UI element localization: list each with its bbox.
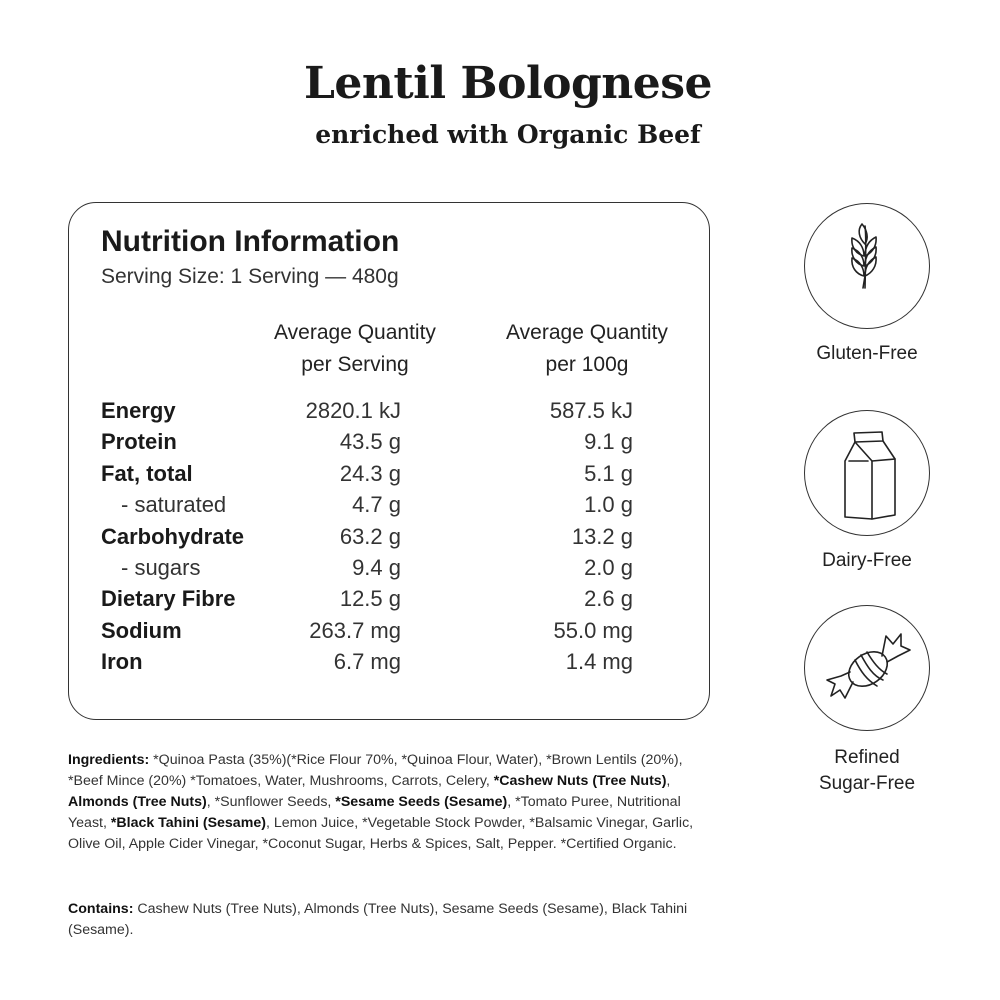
badge-label-line: Refined [834, 747, 900, 768]
nutrition-row-iron [101, 646, 681, 677]
value-per-100g: 13.2 g [571, 523, 633, 549]
column-header-line: per Serving [301, 353, 409, 376]
milk-carton-icon [805, 411, 931, 537]
badge-circle [804, 410, 930, 536]
nutrition-panel [68, 202, 710, 720]
value-per-serving: 12.5 g [339, 586, 401, 612]
badge-label [782, 548, 952, 574]
allergen-highlight: *Sesame Seeds (Sesame) [335, 794, 508, 810]
value-per-serving: 4.7 g [352, 492, 401, 518]
badge-circle [804, 203, 930, 329]
value-per-100g: 1.0 g [584, 492, 633, 518]
value-per-100g: 587.5 kJ [549, 398, 633, 423]
wheat-icon [805, 204, 931, 330]
nutrient-name: Dietary Fibre [101, 586, 236, 612]
product-subtitle: enriched with Organic Beef [315, 120, 701, 149]
value-per-100g: 2.6 g [584, 586, 633, 612]
candy-icon [805, 606, 931, 732]
column-header-line: Average Quantity [274, 321, 436, 344]
column-header-per-serving [257, 317, 453, 381]
nutrient-name: Sodium [101, 617, 182, 643]
ingredients-text [68, 750, 718, 855]
nutrient-name: Fat, total [101, 460, 193, 486]
nutrient-name: Energy [101, 398, 176, 423]
column-header-line: Average Quantity [506, 321, 668, 344]
ingredients-part: *Quinoa Pasta (35%)(*Rice Flour 70%, *Quinoa Flour, Water), *Brown Lentils (20%), *Beef Mince (20%) *Tomatoes, Water, Mushrooms, Carrots, Celery, [68, 752, 683, 789]
allergen-highlight: *Cashew Nuts (Tree Nuts) [493, 773, 667, 789]
column-header-line: per 100g [545, 353, 629, 376]
value-per-serving: 2820.1 kJ [305, 398, 401, 423]
value-per-serving: 263.7 mg [309, 617, 401, 643]
nutrition-row-carbohydrate [101, 521, 681, 552]
value-per-serving: 43.5 g [339, 429, 401, 455]
ingredients-part: , *Sunflower Seeds, [206, 794, 336, 810]
allergen-highlight: *Black Tahini (Sesame) [110, 815, 266, 831]
value-per-100g: 9.1 g [584, 429, 633, 455]
nutrition-row-saturated [101, 489, 681, 520]
value-per-100g: 55.0 mg [553, 617, 633, 643]
product-title: Lentil Bolognese [303, 58, 713, 109]
serving-size: Serving Size: 1 Serving — 480g [101, 265, 399, 288]
nutrient-name: - saturated [121, 492, 227, 518]
value-per-100g: 2.0 g [584, 554, 633, 580]
ingredients-part: , [666, 773, 671, 789]
nutrition-row-energy [101, 395, 681, 426]
badge-label [782, 745, 952, 797]
value-per-serving: 6.7 mg [333, 649, 401, 675]
badge-refined-sugar-free [802, 605, 932, 794]
nutrition-row-sodium [101, 615, 681, 646]
ingredients-part: , *Tomato Puree, Nutritional Yeast, [68, 794, 681, 831]
nutrient-name: Iron [101, 649, 143, 675]
nutrition-row-dietary-fibre [101, 583, 681, 614]
value-per-100g: 1.4 mg [565, 649, 633, 675]
nutrition-title: Nutrition Information [101, 225, 400, 258]
contains-list: Cashew Nuts (Tree Nuts), Almonds (Tree Nuts), Sesame Seeds (Sesame), Black Tahini (Sesame). [68, 901, 688, 938]
contains-label: Contains: [68, 901, 134, 917]
nutrient-name: Carbohydrate [101, 523, 245, 549]
contains-text [68, 899, 718, 941]
ingredients-part: , Lemon Juice, *Vegetable Stock Powder, *Balsamic Vinegar, Garlic, Olive Oil, Apple Cider Vinegar, *Coconut Sugar, Herbs & Spices, Salt, Pepper. *Certified Organic. [68, 815, 694, 852]
badge-label-line: Dairy-Free [822, 550, 912, 571]
nutrition-row-fat-total [101, 458, 681, 489]
badge-label-line: Gluten-Free [816, 343, 918, 364]
badge-dairy-free [802, 410, 932, 571]
badge-gluten-free [802, 203, 932, 364]
nutrition-row-protein [101, 426, 681, 457]
value-per-100g: 5.1 g [584, 460, 633, 486]
nutrition-rows [101, 395, 681, 678]
value-per-serving: 24.3 g [339, 460, 401, 486]
value-per-serving: 9.4 g [352, 554, 401, 580]
nutrient-name: Protein [101, 429, 177, 455]
badge-circle [804, 605, 930, 731]
value-per-serving: 63.2 g [339, 523, 401, 549]
nutrient-name: - sugars [121, 554, 201, 580]
badge-label [782, 341, 952, 367]
column-header-per-100g [487, 317, 687, 381]
allergen-highlight: Almonds (Tree Nuts) [68, 794, 207, 810]
badge-label-line: Sugar-Free [818, 773, 916, 794]
nutrition-row-sugars [101, 552, 681, 583]
ingredients-label: Ingredients: [68, 752, 150, 768]
